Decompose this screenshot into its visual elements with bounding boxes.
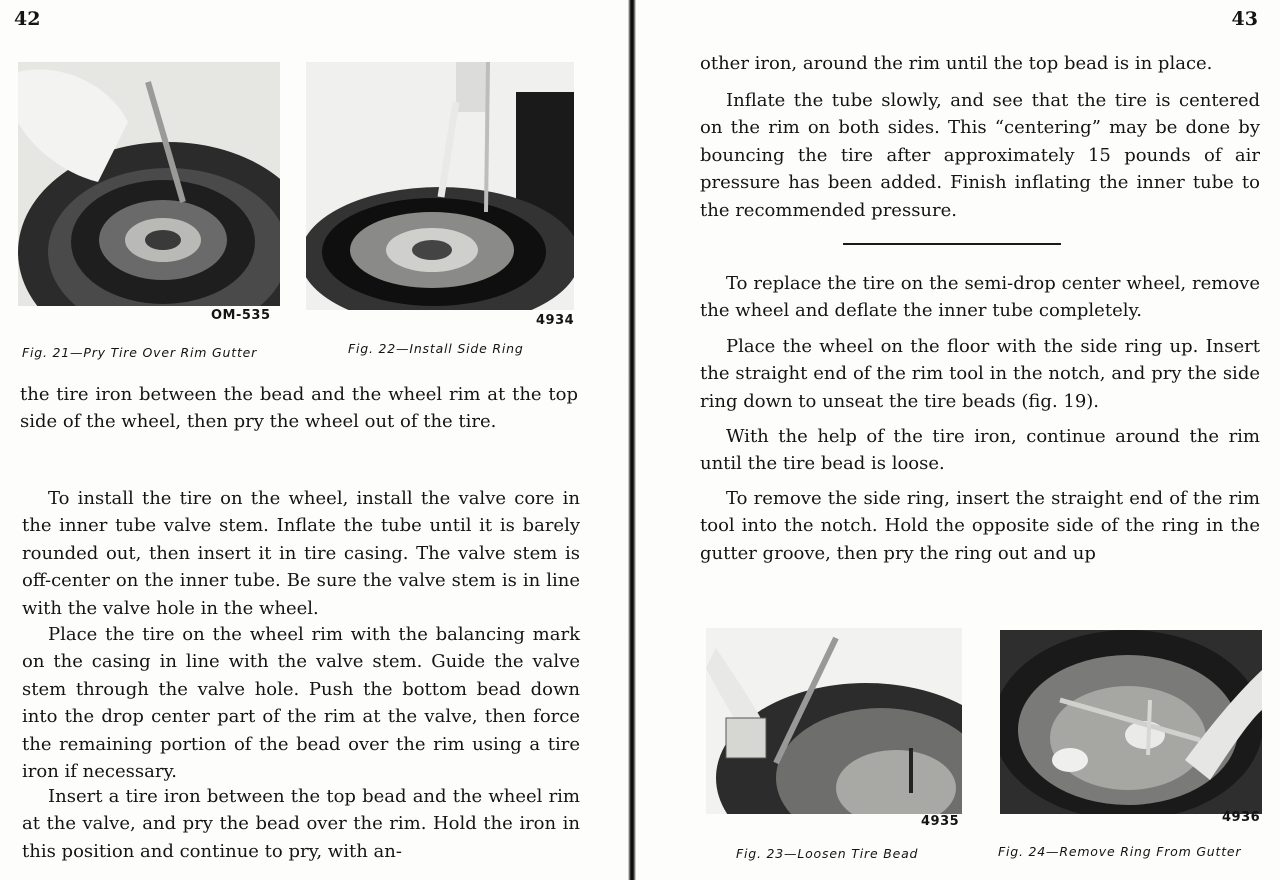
left-paragraph-4: Insert a tire iron between the top bead and the wheel rim at the valve, and pry the bead over the rim. Hold the iron in this position and continue to pry, with an- xyxy=(22,786,580,862)
page-number-right: 43 xyxy=(1231,8,1258,30)
figure-21-number: OM-535 xyxy=(211,308,271,323)
right-paragraph-2: Inflate the tube slowly, and see that the tire is centered on the rim on both sides. This “centering” may be done by bouncing the tire after approximately 15 pounds of air pressure has been added. Finish inflating the inner tube to the recommended pressure. xyxy=(700,90,1260,221)
left-paragraph-3: Place the tire on the wheel rim with the balancing mark on the casing in line with the valve stem. Guide the valve stem through the valve hole. Push the bottom bead down into the drop center part of the rim at the valve, then force the remaining portion of the bead over the rim using a tire iron if necessary. xyxy=(22,624,580,783)
book-spine xyxy=(628,0,636,880)
left-paragraph-1: the tire iron between the bead and the wheel rim at the top side of the wheel, then pry the wheel out of the tire. xyxy=(20,384,578,433)
figure-23-number: 4935 xyxy=(921,814,960,829)
right-paragraph-3: To replace the tire on the semi-drop center wheel, remove the wheel and deflate the inner tube completely. xyxy=(700,273,1260,322)
figure-24-caption: Fig. 24—Remove Ring From Gutter xyxy=(998,844,1242,859)
figure-24-number: 4936 xyxy=(1222,810,1261,825)
figure-22-number: 4934 xyxy=(536,313,575,328)
figure-24-photo xyxy=(1000,630,1262,814)
figure-22-photo xyxy=(306,62,574,310)
right-paragraph-4: Place the wheel on the floor with the side ring up. Insert the straight end of the rim tool in the notch, and pry the side ring down to unseat the tire beads (fig. 19). xyxy=(700,336,1260,412)
left-page xyxy=(0,0,626,880)
page-number-left: 42 xyxy=(14,8,41,30)
left-paragraph-2: To install the tire on the wheel, install the valve core in the inner tube valve stem. Inflate the tube until it is barely rounded out, then insert it in tire casing. The valve stem is off-center on the inner tube. Be sure the valve stem is in line with the valve hole in the wheel. xyxy=(22,488,580,619)
figure-21-photo xyxy=(18,62,280,306)
section-divider xyxy=(843,243,1061,245)
right-paragraph-6: To remove the side ring, insert the straight end of the rim tool into the notch. Hold the opposite side of the ring in the gutter groove, then pry the ring out and up xyxy=(700,488,1260,564)
right-paragraph-5: With the help of the tire iron, continue around the rim until the tire bead is loose. xyxy=(700,426,1260,475)
figure-23-photo xyxy=(706,628,962,814)
figure-21-caption: Fig. 21—Pry Tire Over Rim Gutter xyxy=(22,345,258,360)
figure-22-caption: Fig. 22—Install Side Ring xyxy=(348,341,524,356)
right-paragraph-1: other iron, around the rim until the top bead is in place. xyxy=(700,53,1213,74)
figure-23-caption: Fig. 23—Loosen Tire Bead xyxy=(736,846,919,861)
